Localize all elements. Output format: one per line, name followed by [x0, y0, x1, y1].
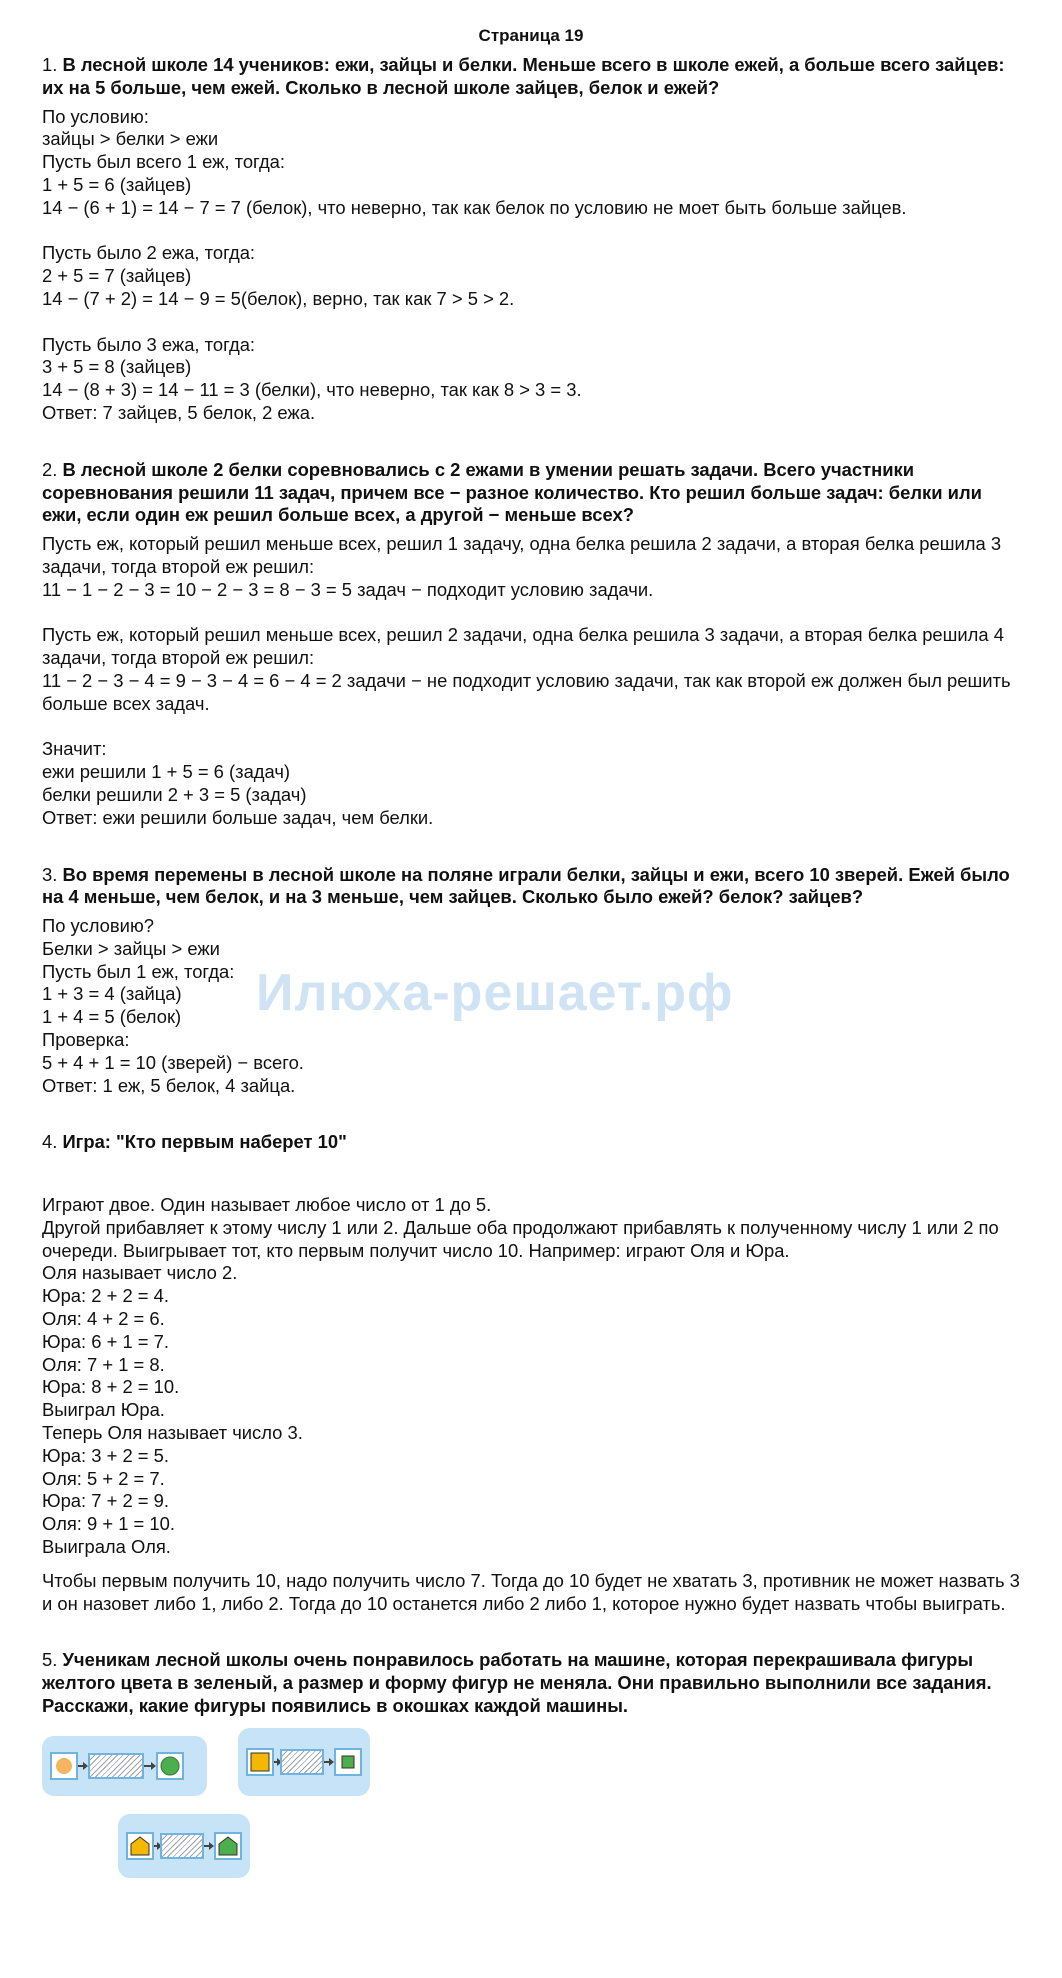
solution-line: 1 + 3 = 4 (зайца) [42, 983, 182, 1005]
solution-line: Юра: 7 + 2 = 9. [42, 1490, 169, 1512]
solution-line: Выиграл Юра. [42, 1399, 165, 1421]
solution-line: 14 − (7 + 2) = 14 − 9 = 5(белок), верно, так как 7 > 5 > 2. [42, 287, 515, 309]
machine-1 [42, 1736, 207, 1796]
arrow-icon [144, 1765, 154, 1767]
orange-circle-icon [52, 1754, 76, 1778]
solution-line: 11 − 2 − 3 − 4 = 9 − 3 − 4 = 6 − 4 = 2 задачи − не подходит условию задачи, так как второй еж должен был решить больше всех задач. [42, 669, 1016, 714]
solution-line: 1 + 4 = 5 (белок) [42, 1006, 182, 1028]
task-question: 2. В лесной школе 2 белки соревновались с 2 ежами в умении решать задачи. Всего участники соревнования решили 11 задач, причем все − разное количество. Кто решил больше задач: белки или ежи, если один еж решил больше всех, а другой − меньше всех? [42, 458, 982, 526]
conclusion-text: Чтобы первым получить 10, надо получить число 7. Тогда до 10 будет не хватать 3, противник не может назвать 3 и он назовет либо 1, либо 2. Тогда до 10 останется либо 2 либо 1, которое нужно будет назвать чтобы выиграть. [42, 1569, 1025, 1614]
output-window [156, 1752, 184, 1780]
solution-line: Пусть был всего 1 еж, тогда: [42, 151, 286, 173]
solution-line: 1 + 5 = 6 (зайцев) [42, 173, 192, 195]
content [42, 54, 1025, 1888]
solution-line: Пусть было 2 ежа, тогда: [42, 242, 256, 264]
answer-line: Ответ: 7 зайцев, 5 белок, 2 ежа. [42, 401, 316, 423]
page-title: Страница 19 [478, 26, 584, 45]
task-question: 4. Игра: "Кто первым наберет 10" [42, 1131, 347, 1153]
task-question: 1. В лесной школе 14 учеников: ежи, зайцы и белки. Меньше всего в школе ежей, а больше всего зайцев: их на 5 больше, чем ежей. Сколько в лесной школе зайцев, белок и ежей? [42, 54, 1005, 98]
answer-line: Ответ: ежи решили больше задач, чем белки. [42, 806, 434, 828]
green-circle-icon [158, 1754, 182, 1778]
solution-line: Пусть был 1 еж, тогда: [42, 960, 235, 982]
solution-line: Оля называет число 2. [42, 1262, 238, 1284]
task-question: 5. Ученикам лесной школы очень понравилось работать на машине, которая перекрашивала фигуры желтого цвета в зеленый, а размер и форму фигур не меняла. Они правильно выполнили все задания. Расскажи, какие фигуры появились в окошках каждой машины. [42, 1649, 992, 1716]
solution-line: Проверка: [42, 1029, 130, 1051]
task-1 [42, 54, 1022, 425]
input-window [126, 1832, 154, 1860]
input-window [50, 1752, 78, 1780]
green-pentagon-icon [216, 1834, 240, 1858]
solution-line: 3 + 5 = 8 (зайцев) [42, 356, 192, 378]
solution-line: Играют двое. Один называет любое число от 1 до 5. [42, 1194, 492, 1216]
solution-line: зайцы > белки > ежи [42, 128, 219, 150]
output-window [334, 1748, 362, 1776]
task-question: 3. Во время перемены в лесной школе на поляне играли белки, зайцы и ежи, всего 10 зверей. Ежей было на 4 меньше, чем белок, и на 3 меньше, чем зайцев. Сколько было ежей? белок? зайцев? [42, 863, 1010, 908]
machine-2 [238, 1728, 370, 1796]
task-4 [42, 1131, 1025, 1615]
task-5 [42, 1649, 1022, 1887]
solution-line: Другой прибавляет к этому числу 1 или 2. Дальше оба продолжают прибавлять к полученному числу 1 или 2 по очереди. Выигрывает тот, кто первым получит число 10. Например: играют Оля и Юра. [42, 1216, 1004, 1261]
task-2 [42, 459, 1022, 830]
yellow-square-icon [248, 1750, 272, 1774]
solution-line: 2 + 5 = 7 (зайцев) [42, 265, 192, 287]
solution-line: Оля: 5 + 2 = 7. [42, 1467, 165, 1489]
green-square-icon [336, 1750, 360, 1774]
solution-line: Белки > зайцы > ежи [42, 937, 220, 959]
hatched-box [88, 1753, 144, 1779]
solution-line: По условию? [42, 915, 154, 937]
solution-line: Выиграла Оля. [42, 1536, 171, 1558]
arrow-icon [324, 1761, 332, 1763]
hatched-box [160, 1833, 204, 1859]
arrow-icon [204, 1845, 212, 1847]
machines-illustration [42, 1728, 1022, 1888]
solution-line: 5 + 4 + 1 = 10 (зверей) − всего. [42, 1051, 304, 1073]
solution-line: Оля: 7 + 1 = 8. [42, 1353, 165, 1375]
solution-line: Юра: 2 + 2 = 4. [42, 1285, 169, 1307]
solution-line: 11 − 1 − 2 − 3 = 10 − 2 − 3 = 8 − 3 = 5 задач − подходит условию задачи. [42, 578, 654, 600]
solution-line: Оля: 4 + 2 = 6. [42, 1308, 165, 1330]
solution-line: ежи решили 1 + 5 = 6 (задач) [42, 761, 291, 783]
hatched-box [280, 1749, 324, 1775]
answer-line: Ответ: 1 еж, 5 белок, 4 зайца. [42, 1074, 296, 1096]
machine-3 [118, 1814, 250, 1878]
watermark: Илюха-решает.рф [256, 964, 734, 1022]
input-window [246, 1748, 274, 1776]
solution-line: Пусть еж, который решил меньше всех, решил 2 задачи, одна белка решила 3 задачи, а вторая белка решила 4 задачи, тогда второй еж решил: [42, 624, 1010, 669]
yellow-pentagon-icon [128, 1834, 152, 1858]
arrow-icon [78, 1765, 86, 1767]
solution-line: Юра: 3 + 2 = 5. [42, 1444, 169, 1466]
task-3 [42, 864, 1022, 1098]
solution-line: 14 − (8 + 3) = 14 − 11 = 3 (белки), что неверно, так как 8 > 3 = 3. [42, 379, 582, 401]
output-window [214, 1832, 242, 1860]
solution-line: Пусть еж, который решил меньше всех, решил 1 задачу, одна белка решила 2 задачи, а вторая белка решила 3 задачи, тогда второй еж решил: [42, 533, 1007, 577]
solution-line: Пусть было 3 ежа, тогда: [42, 333, 256, 355]
solution-line: Оля: 9 + 1 = 10. [42, 1513, 175, 1535]
solution-line: Юра: 6 + 1 = 7. [42, 1330, 169, 1352]
solution-line: Значит: [42, 738, 107, 760]
solution-line: Теперь Оля называет число 3. [42, 1422, 303, 1444]
solution-line: По условию: [42, 105, 149, 127]
solution-line: белки решили 2 + 3 = 5 (задач) [42, 783, 307, 805]
solution-line: 14 − (6 + 1) = 14 − 7 = 7 (белок), что неверно, так как белок по условию не моет быть больше зайцев. [42, 196, 907, 218]
solution-line: Юра: 8 + 2 = 10. [42, 1376, 180, 1398]
